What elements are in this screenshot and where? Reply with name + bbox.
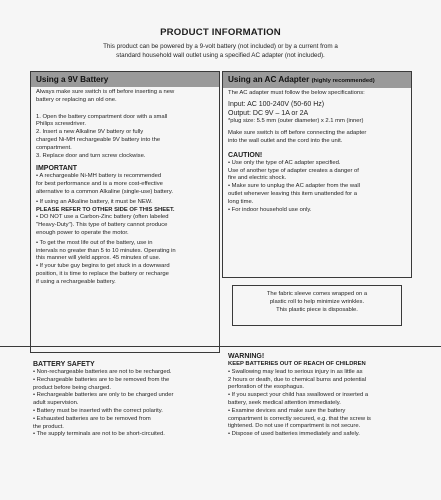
section-divider — [0, 346, 441, 347]
important-item: • If your tube guy begins to get stuck in a downward — [36, 263, 170, 270]
important-item: position, it is time to replace the battery or recharge — [36, 270, 169, 277]
safety-item: • Battery must be inserted with the correct polarity. — [33, 407, 163, 414]
battery-safety-heading: BATTERY SAFETY — [33, 361, 95, 368]
sleeve-note — [232, 285, 402, 326]
safety-item: product before being charged. — [33, 384, 111, 391]
important-item: • A rechargeable Ni-MH battery is recommended — [36, 173, 162, 180]
battery-lead: battery or replacing an old one. — [36, 96, 117, 103]
safety-item: • The supply terminals are not to be short-circuited. — [33, 431, 165, 438]
important-item: • If using an Alkaline battery, it must be NEW. — [36, 198, 153, 205]
caution-item: long time. — [228, 198, 254, 205]
warning-item: compartment is correctly secured, e.g. that the screw is — [228, 415, 371, 422]
adapter-heading-note: (highly recommended) — [311, 78, 375, 84]
caution-item: • For indoor household use only. — [228, 206, 312, 213]
warning-item: • Examine devices and make sure the battery — [228, 407, 346, 414]
caution-item: • Use only the type of AC adapter specified. — [228, 159, 341, 166]
adapter-switch-note: into the wall outlet and the cord into the unit. — [228, 137, 343, 144]
important-item: enough power to operate the motor. — [36, 229, 129, 236]
safety-item: • Exhausted batteries are to be removed from — [33, 415, 151, 422]
intro-text — [70, 43, 371, 60]
caution-item: outlet whenever leaving this item unattended for a — [228, 190, 357, 197]
battery-step: 2. Insert a new Alkaline 9V battery or fully — [36, 129, 144, 136]
adapter-panel — [222, 71, 412, 278]
important-item: intervals no greater than 5 to 10 minutes. Operating in — [36, 247, 176, 254]
adapter-switch-note: Make sure switch is off before connecting the adapter — [228, 130, 367, 137]
adapter-plug-spec: *plug size: 5.5 mm (outer diameter) x 2.1 mm (inner) — [228, 118, 364, 125]
battery-safety-section — [33, 360, 223, 439]
battery-step: 1. Open the battery compartment door with a small — [36, 113, 168, 120]
warning-item: tightened. Do not use if compartment is not secure. — [228, 423, 361, 430]
adapter-lead: The AC adapter must follow the below specifications: — [228, 90, 365, 96]
warning-section — [228, 352, 428, 439]
battery-panel-heading: Using a 9V Battery — [31, 72, 219, 87]
important-item: • To get the most life out of the battery, use in — [36, 239, 153, 246]
important-item: PLEASE REFER TO OTHER SIDE OF THIS SHEET. — [36, 206, 175, 213]
important-item: "Heavy-Duty"). This type of battery cannot produce — [36, 222, 168, 229]
page-title: PRODUCT INFORMATION — [160, 27, 281, 38]
battery-lead: Always make sure switch is off before inserting a new — [36, 89, 175, 95]
adapter-heading-text: Using an AC Adapter — [228, 75, 310, 84]
battery-step: charged Ni-MH rechargeable 9V battery into the — [36, 136, 161, 143]
safety-item: • Non-rechargeable batteries are not to be recharged. — [33, 369, 172, 375]
adapter-input-spec: Input: AC 100-240V (50-60 Hz) — [228, 100, 325, 108]
important-item: this manner will yield approx. 45 minutes of use. — [36, 255, 161, 262]
warning-item: • Swallowing may lead to serious injury in as little as — [228, 368, 363, 375]
warning-subheading: KEEP BATTERIES OUT OF REACH OF CHILDREN — [228, 361, 366, 367]
battery-step: 3. Replace door and turn screw clockwise. — [36, 152, 146, 159]
safety-item: • Rechargeable batteries are to be removed from the — [33, 376, 170, 383]
battery-step: Philips screwdriver. — [36, 121, 87, 128]
safety-item: adult supervision. — [33, 400, 79, 407]
adapter-output-spec: Output: DC 9V – 1A or 2A — [228, 109, 309, 117]
caution-heading: CAUTION! — [228, 151, 263, 159]
sleeve-line: plastic roll to help minimize wrinkles. — [269, 298, 365, 305]
battery-panel-body — [31, 87, 219, 287]
battery-panel — [30, 71, 220, 353]
caution-item: fire and electric shock. — [228, 175, 287, 182]
warning-item: • Dispose of used batteries immediately and safely. — [228, 431, 360, 438]
caution-item: • Make sure to unplug the AC adapter from the wall — [228, 183, 360, 190]
warning-item: • If you suspect your child has swallowed or inserted a — [228, 392, 369, 399]
safety-item: • Rechargeable batteries are only to be charged under — [33, 392, 174, 399]
safety-item: the product. — [33, 423, 64, 430]
adapter-panel-body — [223, 88, 411, 214]
adapter-panel-heading — [223, 72, 411, 88]
sleeve-line: This plastic piece is disposable. — [276, 306, 358, 313]
important-item: • DO NOT use a Carbon-Zinc battery (often labeled — [36, 214, 169, 221]
caution-item: Use of another type of adapter creates a danger of — [228, 167, 359, 174]
important-heading: IMPORTANT — [36, 165, 78, 173]
important-item: if using a rechargeable battery. — [36, 278, 116, 285]
intro-line: standard household wall outlet using a specified AC adapter (not included). — [116, 51, 325, 59]
warning-item: 2 hours or death, due to chemical burns and potential — [228, 376, 367, 383]
warning-item: battery, seek medical attention immediately. — [228, 399, 341, 406]
battery-step: compartment. — [36, 144, 72, 151]
intro-line: This product can be powered by a 9-volt battery (not included) or by a current from a — [103, 43, 338, 50]
important-item: alternative to a common Alkaline (single-use) battery. — [36, 188, 173, 195]
sleeve-line: The fabric sleeve comes wrapped on a — [266, 291, 368, 297]
warning-item: perforation of the esophagus. — [228, 384, 305, 391]
important-item: for best performance and is a more cost-effective — [36, 181, 163, 188]
warning-heading: WARNING! — [228, 353, 265, 360]
